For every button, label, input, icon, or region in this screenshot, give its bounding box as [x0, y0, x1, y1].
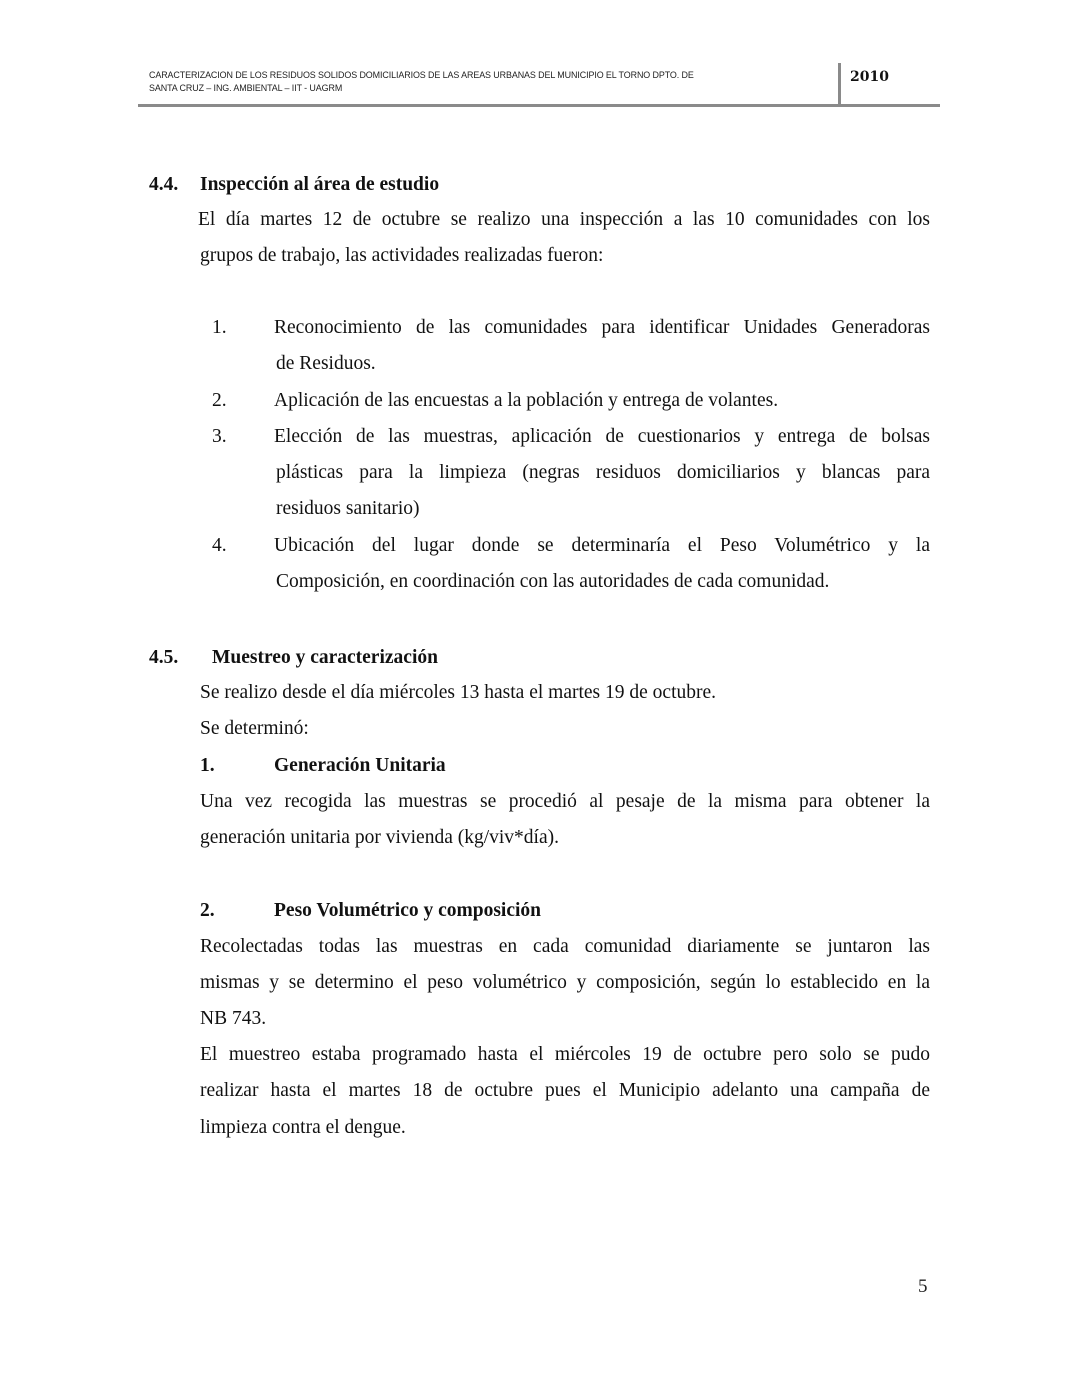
- list-item-4-line-1: Ubicación del lugar donde se determinaría el Peso Volumétrico y la: [274, 535, 930, 556]
- section-4-4-number: 4.4.: [149, 174, 179, 195]
- list-item-1-number: 1.: [212, 317, 227, 338]
- subsection-2-para2-line-3: limpieza contra el dengue.: [200, 1117, 406, 1138]
- subsection-2-line-1: Recolectadas todas las muestras en cada comunidad diariamente se juntaron las: [200, 936, 930, 957]
- section-4-4-title: Inspección al área de estudio: [200, 174, 440, 195]
- subsection-2-para2-line-1: El muestreo estaba programado hasta el miércoles 19 de octubre pero solo se pudo: [200, 1044, 930, 1065]
- list-item-1-line-2: de Residuos.: [276, 353, 376, 374]
- subsection-1-line-1: Una vez recogida las muestras se procedió al pesaje de la misma para obtener la: [200, 791, 930, 812]
- page-number: 5: [918, 1276, 928, 1297]
- subsection-2-para2-line-2: realizar hasta el martes 18 de octubre pues el Municipio adelanto una campaña de: [200, 1080, 930, 1101]
- list-item-1-line-1: Reconocimiento de las comunidades para identificar Unidades Generadoras: [274, 317, 930, 338]
- list-item-4-number: 4.: [212, 535, 227, 556]
- section-4-4-intro-line-2: grupos de trabajo, las actividades realizadas fueron:: [200, 245, 604, 266]
- header-year: 2010: [850, 69, 889, 85]
- section-4-5-number: 4.5.: [149, 647, 179, 668]
- subsection-2-line-3: NB 743.: [200, 1008, 267, 1029]
- subsection-2-title: Peso Volumétrico y composición: [274, 900, 542, 921]
- list-item-4-line-2: Composición, en coordinación con las autoridades de cada comunidad.: [276, 571, 830, 592]
- list-item-3-line-2: plásticas para la limpieza (negras residuos domiciliarios y blancas para: [276, 462, 930, 483]
- subsection-2-number: 2.: [200, 900, 215, 921]
- list-item-3-number: 3.: [212, 426, 227, 447]
- header-horizontal-rule: [138, 104, 940, 107]
- header-title-line-1: CARACTERIZACION DE LOS RESIDUOS SOLIDOS DOMICILIARIOS DE LAS AREAS URBANAS DEL MUNICIPIO EL TORNO DPTO. DE: [149, 70, 694, 81]
- section-4-5-line-1: Se realizo desde el día miércoles 13 hasta el martes 19 de octubre.: [200, 682, 717, 703]
- subsection-1-title: Generación Unitaria: [274, 755, 446, 776]
- list-item-3-line-1: Elección de las muestras, aplicación de cuestionarios y entrega de bolsas: [274, 426, 930, 447]
- section-4-5-title: Muestreo y caracterización: [212, 647, 438, 668]
- running-header-title: [149, 69, 791, 95]
- section-4-5-line-2: Se determinó:: [200, 718, 309, 739]
- header-vertical-divider: [838, 63, 841, 107]
- section-4-4-intro-line-1: El día martes 12 de octubre se realizo una inspección a las 10 comunidades con los: [198, 209, 930, 230]
- list-item-3-line-3: residuos sanitario): [276, 498, 420, 519]
- subsection-2-line-2: mismas y se determino el peso volumétrico y composición, según lo establecido en la: [200, 972, 930, 993]
- header-title-line-2: SANTA CRUZ – ING. AMBIENTAL – IIT - UAGRM: [149, 83, 343, 94]
- list-item-2-number: 2.: [212, 390, 227, 411]
- list-item-2-line-1: Aplicación de las encuestas a la población y entrega de volantes.: [274, 390, 779, 411]
- subsection-1-line-2: generación unitaria por vivienda (kg/viv*día).: [200, 827, 559, 848]
- subsection-1-number: 1.: [200, 755, 215, 776]
